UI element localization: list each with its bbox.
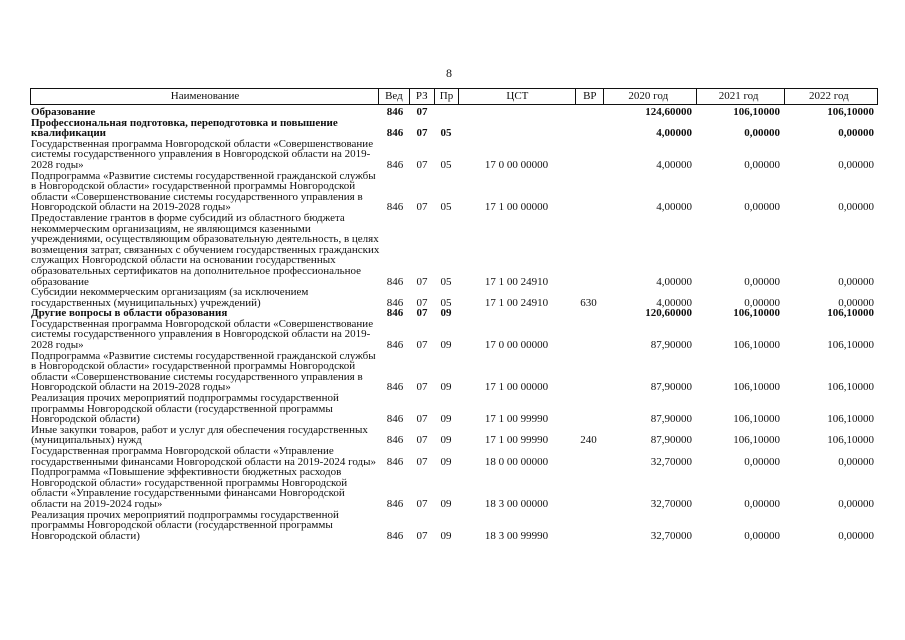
table-row bbox=[30, 118, 878, 139]
row-cst: 17 1 00 99990 bbox=[484, 414, 549, 425]
header-2020: 2020 год bbox=[603, 89, 696, 104]
row-rz: 07 bbox=[416, 107, 428, 118]
row-rz: 07 bbox=[416, 276, 428, 288]
row-pr: 09 bbox=[440, 530, 452, 542]
row-ved: 846 bbox=[386, 128, 404, 139]
row-rz: 07 bbox=[416, 530, 428, 542]
table-body bbox=[30, 107, 878, 541]
table-row bbox=[30, 393, 878, 425]
row-2020: 32,70000 bbox=[650, 498, 692, 510]
row-name: Подпрограмма «Повышение эффективности бюджетных расходов Новгородской области» государственной программы Новгородской области «Управление государственными финансами Новгородской области на 2019-2024 годы» bbox=[31, 467, 348, 510]
table-row bbox=[30, 213, 878, 287]
row-name: Другие вопросы в области образования bbox=[31, 308, 228, 319]
row-rz: 07 bbox=[416, 159, 428, 171]
row-2021: 0,00000 bbox=[744, 202, 780, 213]
row-2022: 0,00000 bbox=[838, 276, 874, 288]
row-2022: 106,10000 bbox=[827, 382, 874, 394]
row-ved: 846 bbox=[386, 340, 404, 351]
row-pr: 05 bbox=[440, 159, 452, 171]
row-rz: 07 bbox=[416, 498, 428, 510]
row-cst: 17 1 00 24910 bbox=[484, 297, 549, 309]
row-ved: 846 bbox=[386, 159, 404, 171]
header-2021: 2021 год bbox=[696, 89, 783, 104]
table-row bbox=[30, 446, 878, 467]
table-row bbox=[30, 107, 878, 118]
row-2020: 4,00000 bbox=[656, 202, 692, 213]
row-rz: 07 bbox=[416, 435, 428, 446]
table-row bbox=[30, 308, 878, 319]
row-2021: 106,10000 bbox=[733, 414, 780, 425]
row-2020: 32,70000 bbox=[650, 456, 692, 468]
row-cst: 17 1 00 24910 bbox=[484, 276, 549, 288]
table-row bbox=[30, 139, 878, 171]
row-vr: 630 bbox=[580, 297, 597, 309]
row-ved: 846 bbox=[386, 202, 404, 213]
row-2022: 0,00000 bbox=[838, 202, 874, 213]
row-2021: 0,00000 bbox=[744, 530, 780, 542]
row-pr: 09 bbox=[440, 340, 452, 351]
row-rz: 07 bbox=[416, 308, 428, 319]
row-cst: 18 0 00 00000 bbox=[484, 456, 549, 468]
page-number: 8 bbox=[446, 66, 452, 80]
row-ved: 846 bbox=[386, 382, 404, 394]
table-row bbox=[30, 467, 878, 509]
row-cst: 17 1 00 00000 bbox=[484, 382, 549, 394]
row-ved: 846 bbox=[386, 414, 404, 425]
row-2021: 0,00000 bbox=[744, 128, 780, 139]
row-cst: 17 0 00 00000 bbox=[484, 159, 549, 171]
row-2021: 0,00000 bbox=[744, 297, 780, 309]
row-2021: 106,10000 bbox=[733, 107, 780, 118]
row-2021: 0,00000 bbox=[744, 498, 780, 510]
row-2021: 106,10000 bbox=[733, 340, 780, 351]
row-2020: 4,00000 bbox=[656, 276, 692, 288]
row-name: Реализация прочих мероприятий подпрограммы государственной программы Новгородской области (государственной программы Новгородской области) bbox=[31, 509, 339, 542]
table-header bbox=[30, 88, 878, 105]
row-ved: 846 bbox=[386, 107, 404, 118]
row-name: Государственная программа Новгородской области «Совершенствование системы государственного управления в Новгородской области на 2019-2028 годы» bbox=[31, 318, 374, 351]
row-pr: 05 bbox=[440, 128, 452, 139]
row-2020: 87,90000 bbox=[650, 340, 692, 351]
row-ved: 846 bbox=[386, 276, 404, 288]
row-2021: 106,10000 bbox=[733, 308, 780, 319]
row-2021: 106,10000 bbox=[733, 382, 780, 394]
header-ved: Вед bbox=[378, 89, 409, 104]
row-pr: 09 bbox=[440, 498, 452, 510]
row-ved: 846 bbox=[386, 435, 404, 446]
row-name: Субсидии некоммерческим организациям (за исключением государственных (муниципальных) учреждений) bbox=[31, 287, 309, 309]
row-2021: 0,00000 bbox=[744, 456, 780, 468]
row-2022: 106,10000 bbox=[827, 308, 874, 319]
row-2020: 87,90000 bbox=[650, 414, 692, 425]
row-2020: 124,60000 bbox=[645, 107, 692, 118]
row-rz: 07 bbox=[416, 340, 428, 351]
row-ved: 846 bbox=[386, 530, 404, 542]
row-2020: 87,90000 bbox=[650, 382, 692, 394]
row-cst: 17 0 00 00000 bbox=[484, 340, 549, 351]
row-name: Образование bbox=[31, 107, 96, 118]
row-2022: 0,00000 bbox=[838, 128, 874, 139]
row-pr: 09 bbox=[440, 414, 452, 425]
row-2022: 106,10000 bbox=[827, 340, 874, 351]
row-rz: 07 bbox=[416, 202, 428, 213]
row-cst: 18 3 00 99990 bbox=[484, 530, 549, 542]
row-2022: 0,00000 bbox=[838, 159, 874, 171]
row-pr: 09 bbox=[440, 456, 452, 468]
row-cst: 18 3 00 00000 bbox=[484, 498, 549, 510]
header-cst: ЦСТ bbox=[458, 89, 575, 104]
row-rz: 07 bbox=[416, 456, 428, 468]
row-name: Подпрограмма «Развитие системы государственной гражданской службы в Новгородской области» государственной программы Новгородской области «Совершенствование системы государственного управления в Новгородской области на 2019-2028 годы» bbox=[31, 350, 376, 394]
row-ved: 846 bbox=[386, 456, 404, 468]
header-vr: ВР bbox=[575, 89, 603, 104]
row-name: Предоставление грантов в форме субсидий из областного бюджета некоммерческим организациям, не являющимся казенными учреждениями, осуществляющим образовательную деятельность, в целях возмещения затрат, связанных с обучением государственных гражданских служащих Новгородской области на основании государственных образовательных сертификатов на дополнительное профессиональное образование bbox=[31, 212, 380, 288]
row-2022: 106,10000 bbox=[827, 107, 874, 118]
table-row bbox=[30, 351, 878, 393]
row-pr: 05 bbox=[440, 276, 452, 288]
budget-table bbox=[30, 88, 878, 541]
row-2022: 0,00000 bbox=[838, 498, 874, 510]
row-ved: 846 bbox=[386, 308, 404, 319]
table-row bbox=[30, 287, 878, 308]
table-row bbox=[30, 510, 878, 542]
row-2020: 4,00000 bbox=[656, 128, 692, 139]
table-row bbox=[30, 171, 878, 213]
row-name: Подпрограмма «Развитие системы государственной гражданской службы в Новгородской области» государственной программы Новгородской области «Совершенствование системы государственного управления в Новгородской области на 2019-2028 годы» bbox=[31, 170, 376, 213]
row-2020: 120,60000 bbox=[645, 308, 692, 319]
row-pr: 05 bbox=[440, 202, 452, 213]
row-ved: 846 bbox=[386, 297, 404, 309]
row-2022: 0,00000 bbox=[838, 530, 874, 542]
row-name: Иные закупки товаров, работ и услуг для обеспечения государственных (муниципальных) нужд bbox=[31, 424, 368, 446]
row-pr: 09 bbox=[440, 435, 452, 446]
row-ved: 846 bbox=[386, 498, 404, 510]
row-cst: 17 1 00 99990 bbox=[484, 435, 549, 446]
header-pr: Пр bbox=[434, 89, 459, 104]
header-2022: 2022 год bbox=[784, 89, 877, 104]
row-pr: 09 bbox=[440, 382, 452, 394]
header-rz: РЗ bbox=[409, 89, 434, 104]
row-name: Государственная программа Новгородской области «Управление государственными финансами Новгородской области на 2019-2024 годы» bbox=[31, 446, 376, 468]
row-rz: 07 bbox=[416, 128, 428, 139]
row-rz: 07 bbox=[416, 382, 428, 394]
row-2020: 32,70000 bbox=[650, 530, 692, 542]
row-2021: 0,00000 bbox=[744, 159, 780, 171]
row-2021: 106,10000 bbox=[733, 435, 780, 446]
header-name: Наименование bbox=[170, 90, 240, 102]
row-rz: 07 bbox=[416, 414, 428, 425]
row-name: Реализация прочих мероприятий подпрограммы государственной программы Новгородской области (государственной программы Новгородской области) bbox=[31, 393, 339, 425]
table-row bbox=[30, 319, 878, 351]
row-2020: 4,00000 bbox=[656, 297, 692, 309]
row-name: Профессиональная подготовка, переподготовка и повышение квалификации bbox=[31, 117, 338, 139]
row-pr: 09 bbox=[440, 308, 452, 319]
row-cst: 17 1 00 00000 bbox=[484, 202, 549, 213]
table-row bbox=[30, 425, 878, 446]
row-2021: 0,00000 bbox=[744, 276, 780, 288]
row-vr: 240 bbox=[580, 435, 597, 446]
row-2022: 0,00000 bbox=[838, 456, 874, 468]
row-pr: 05 bbox=[440, 297, 452, 309]
row-2022: 106,10000 bbox=[827, 414, 874, 425]
row-2022: 0,00000 bbox=[838, 297, 874, 309]
row-name: Государственная программа Новгородской области «Совершенствование системы государственного управления в Новгородской области на 2019-2028 годы» bbox=[31, 138, 374, 171]
row-rz: 07 bbox=[416, 297, 428, 309]
row-2020: 4,00000 bbox=[656, 159, 692, 171]
row-2022: 106,10000 bbox=[827, 435, 874, 446]
row-2020: 87,90000 bbox=[650, 435, 692, 446]
